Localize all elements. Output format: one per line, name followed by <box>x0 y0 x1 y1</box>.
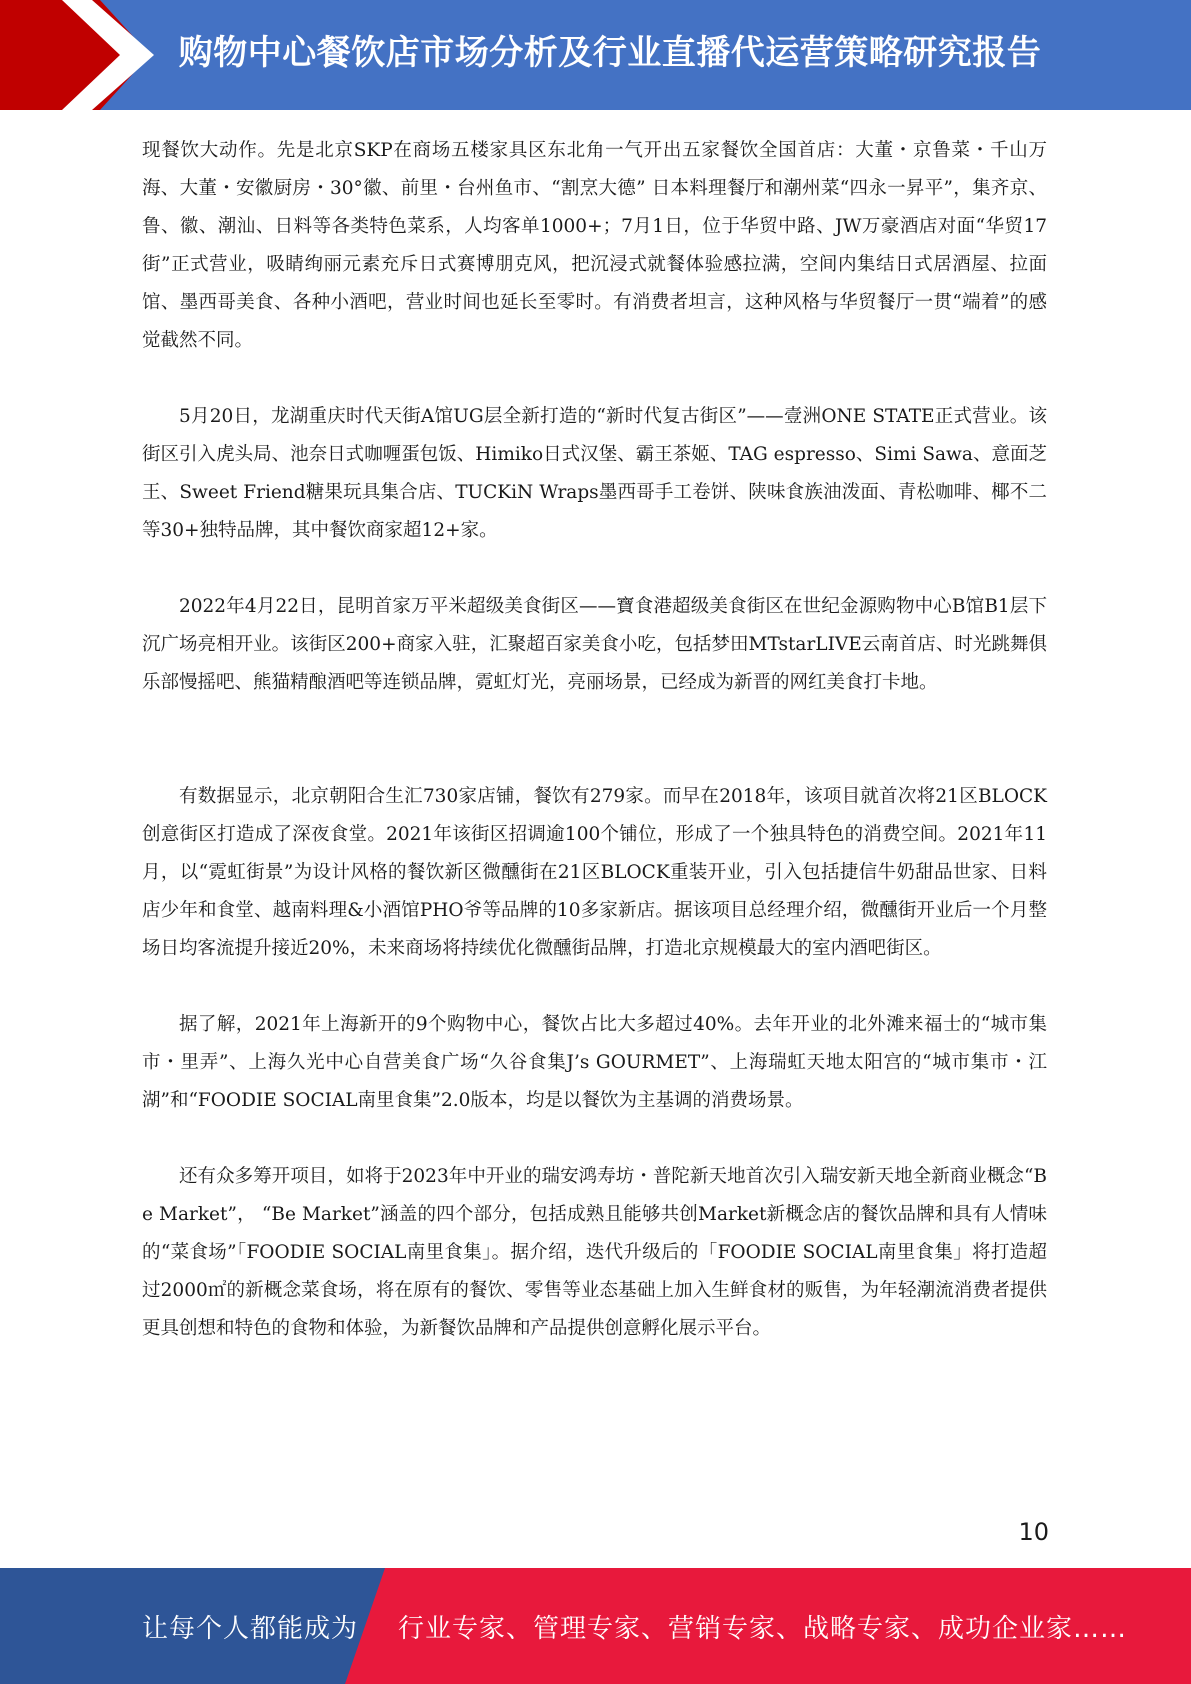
paragraph-spacer <box>142 702 1047 778</box>
paragraph-beijing-hesheng: 有数据显示，北京朝阳合生汇730家店铺，餐饮有279家。而早在2018年，该项目就首次将21区BLOCK创意街区打造成了深夜食堂。2021年该街区招调逾100个铺位，形成了一个独具特色的消费空间。2021年11月，以“霓虹街景”为设计风格的餐饮新区微醺街在21区BLOCK重装开业，引入包括捷信牛奶甜品世家、日料店少年和食堂、越南料理&小酒馆PHO爷等品牌的10多家新店。据该项目总经理介绍，微醺街开业后一个月整场日均客流提升接近20%，未来商场将持续优化微醺街品牌，打造北京规模最大的室内酒吧街区。 <box>142 786 1047 959</box>
footer-slogan-left: 让每个人都能成为 <box>142 1614 359 1644</box>
header-banner <box>0 0 1191 110</box>
paragraph-spacer <box>142 550 1047 588</box>
paragraph-kunming: 2022年4月22日，昆明首家万平米超级美食街区——寶食港超级美食街区在世纪金源购物中心B馆B1层下沉广场亮相开业。该街区200+商家入驻，汇聚超百家美食小吃，包括梦田MTstarLIVE云南首店、时光跳舞俱乐部慢摇吧、熊猫精酿酒吧等连锁品牌，霓虹灯光，亮丽场景，已经成为新晋的网红美食打卡地。 <box>142 596 1047 693</box>
paragraph-spacer <box>142 1120 1047 1158</box>
paragraph-chongqing: 5月20日，龙湖重庆时代天街A馆UG层全新打造的“新时代复古街区”——壹洲ONE STATE正式营业。该街区引入虎头局、池奈日式咖喱蛋包饭、Himiko日式汉堡、霸王茶姬、TAG espresso、Simi Sawa、意面芝王、Sweet Friend糖果玩具集合店、TUCKiN Wraps墨西哥手工卷饼、陕味食族油泼面、青松咖啡、椰不二等30+独特品牌，其中餐饮商家超12+家。 <box>142 406 1047 541</box>
footer-banner <box>0 1568 1191 1684</box>
footer-slogan-right: 行业专家、管理专家、营销专家、战略专家、成功企业家…… <box>398 1614 1128 1644</box>
paragraph-continuation: 现餐饮大动作。先是北京SKP在商场五楼家具区东北角一气开出五家餐饮全国首店：大董・京鲁菜・千山万海、大董・安徽厨房・30°徽、前里・台州鱼市、“割烹大德” 日本料理餐厅和潮州菜“四永一昇平”，集齐京、鲁、徽、潮汕、日料等各类特色菜系，人均客单1000+；7月1日，位于华贸中路、JW万豪酒店对面“华贸17街”正式营业，吸睛绚丽元素充斥日式赛博朋克风，把沉浸式就餐体验感拉满，空间内集结日式居酒屋、拉面馆、墨西哥美食、各种小酒吧，营业时间也延长至零时。有消费者坦言，这种风格与华贸餐厅一贯“端着”的感觉截然不同。 <box>142 140 1047 351</box>
paragraph-shanghai: 据了解，2021年上海新开的9个购物中心，餐饮占比大多超过40%。去年开业的北外滩来福士的“城市集市・里弄”、上海久光中心自营美食广场“久谷食集J’s GOURMET”、上海瑞虹天地太阳宫的“城市集市・江湖”和“FOODIE SOCIAL南里食集”2.0版本，均是以餐饮为主基调的消费场景。 <box>142 1014 1047 1111</box>
paragraph-spacer <box>142 968 1047 1006</box>
paragraph-spacer <box>142 360 1047 398</box>
page-number: 10 <box>1018 1518 1049 1546</box>
report-title: 购物中心餐饮店市场分析及行业直播代运营策略研究报告 <box>178 33 1042 73</box>
paragraph-upcoming-projects: 还有众多筹开项目，如将于2023年中开业的瑞安鸿寿坊・普陀新天地首次引入瑞安新天地全新商业概念“Be Market”， “Be Market”涵盖的四个部分，包括成熟且能够共创Market新概念店的餐饮品牌和具有人情味的“菜食场”「FOODIE SOCIAL南里食集」。据介绍，迭代升级后的「FOODIE SOCIAL南里食集」将打造超过2000㎡的新概念菜食场，将在原有的餐饮、零售等业态基础上加入生鲜食材的贩售，为年轻潮流消费者提供更具创想和特色的食物和体验，为新餐饮品牌和产品提供创意孵化展示平台。 <box>142 1166 1047 1339</box>
document-body <box>142 132 1047 1348</box>
